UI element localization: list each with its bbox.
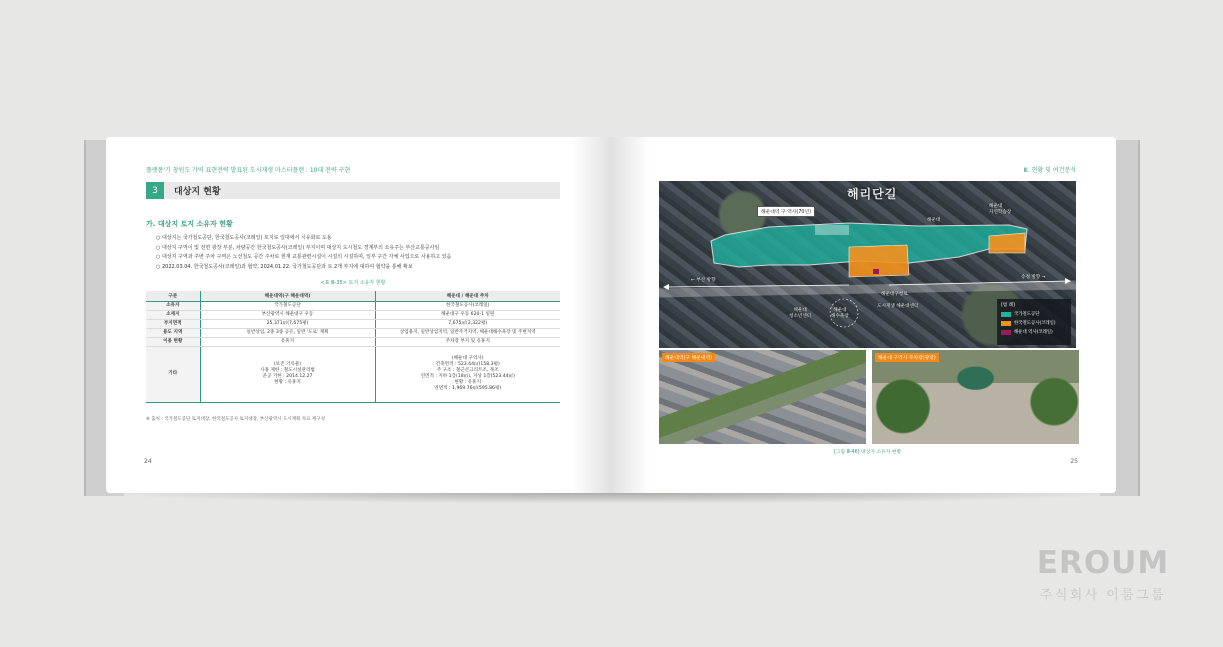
- map-label: 송정 방향 →: [1021, 275, 1046, 280]
- aerial-map: [659, 181, 1076, 348]
- bullet-item: ○ 대상지 구역과 주변 주차 구역은 노선철도 공간 주차로 현재 교통관련시설이 시설의 시설하며, 일부 구간 자체 사업으로 사용하고 있음: [156, 254, 452, 261]
- table-row: 소재지 부산광역시 해운대구 우동 해운대구 우동 620-1 일원: [146, 310, 560, 319]
- table-row: 용도 지역 일반상업, 2종 3종 공유, 일반 '도로' 계획 상업용지, 일반상업지역, 일반주거지역, 해운대해수욕장 및 주변지역: [146, 328, 560, 337]
- running-header: Ⅲ. 현황 및 여건분석: [1023, 167, 1076, 174]
- map-legend: [997, 299, 1071, 345]
- site-parcel-station: [873, 269, 879, 274]
- page-number: 24: [144, 458, 152, 465]
- bullet-item: ○ 대상지 구역이 및 전면 광장 부분, 차량공간 한국철도공사(코레일) 부지이며 대상지 도시철도 경계부의 소유주는 부산교통공사임: [156, 244, 440, 251]
- source-note: ※ 출처 : 국가철도공단 토지대장, 한국철도공사 토지대장, 부산광역시 도시계획 자료 재구성: [146, 417, 325, 422]
- table-header: 해운대 / 해운대 주차: [375, 291, 560, 301]
- legend-swatch: [1001, 312, 1011, 317]
- bullet-item: ○ 2022.03.04. 한국철도공사(코레일)과 협약, 2024.01.22. 국가철도공단과 토 2개 부지에 대하여 협약을 통해 확보: [156, 263, 413, 270]
- brand-tagline: 주식회사 이룸그룹: [1039, 588, 1167, 603]
- map-label: 해운대 청소년센터: [789, 308, 812, 319]
- legend-title: [범 례]: [1001, 303, 1015, 308]
- aerial-title: 해리단길: [847, 187, 898, 201]
- map-label: ← 부산 방향: [691, 278, 716, 283]
- brand-name: EROUM: [1036, 545, 1170, 581]
- ownership-table: [146, 291, 560, 403]
- site-photo: [659, 350, 866, 444]
- site-parcel-orange: [989, 233, 1025, 253]
- figure-caption: [그림 Ⅲ-46] 대상지 소유자 현황: [833, 450, 902, 455]
- bullet-item: ○ 대상지는 국가철도공단, 한국철도공사(코레일) 토지로 일대에서 시유화로 도용: [156, 235, 332, 241]
- table-header: 해운대역(구 해운대역): [200, 291, 375, 301]
- table-row: 이용 현황 유휴지 주차장 부지 및 유휴지: [146, 337, 560, 346]
- table-header: 구분: [146, 291, 200, 301]
- running-header: 플랫폼'기 창원도 가역 표현전략 발표된 도시재생 마스터플랜 : 10대 전략 구현: [146, 167, 351, 174]
- brand-watermark: [1030, 546, 1176, 603]
- bullet-list: [156, 234, 576, 272]
- table-caption: <표 Ⅲ-35> 토지 소유자 현황: [320, 280, 386, 286]
- section-header: [146, 182, 560, 199]
- legend-swatch: [1001, 330, 1011, 335]
- photo-label: 해운대 구역사 주차장(광장): [875, 353, 939, 362]
- legend-item: 한국철도공사(코레일): [1001, 320, 1067, 326]
- legend-swatch: [1001, 321, 1011, 326]
- map-label: 도시재생 해운대센터: [877, 304, 919, 309]
- callout-label: 해운대역 구 역사(70년): [757, 206, 815, 217]
- page-number: 25: [1070, 458, 1078, 465]
- table-row: 부지면적 25,371㎡(7,675평) 7,675㎡(2,322평): [146, 319, 560, 328]
- right-page: [610, 137, 1116, 493]
- map-label: 해운대 자연학습장: [989, 204, 1012, 215]
- section-number: 3: [146, 182, 164, 199]
- left-page: [106, 137, 612, 493]
- photo-label: 해운대역(구 해운대역): [662, 353, 715, 362]
- section-title: 대상지 현황: [174, 187, 221, 197]
- map-label: 해운대: [927, 218, 941, 223]
- site-photo: [872, 350, 1079, 444]
- legend-item: 해운대 역사(코레일): [1001, 329, 1067, 335]
- legend-item: 국가철도공단: [1001, 311, 1067, 317]
- sub-heading: 가. 대상지 토지 소유자 현황: [146, 220, 233, 228]
- table-row: 기타 (보존 기록물) 사용 제한 : 철도시설관리법 준공 기한 : 2014.12.27 현황 : 유휴지 (해운대 구역사) 건축면적 : 523.44㎡(158.3평) 주 구조 : 철근콘크리트조, 목조 연면적 : 지하 1층(18㎡), 지상 1층(523.44㎡) 현황 : 유휴지 연면적 : 1,969.76㎡(595.86평): [146, 346, 560, 402]
- map-label: 해운대구청로: [881, 292, 908, 297]
- table-row: 소유자 국가철도공단 한국철도공사(코레일): [146, 301, 560, 310]
- map-label: 해운대 해수욕장: [831, 308, 849, 319]
